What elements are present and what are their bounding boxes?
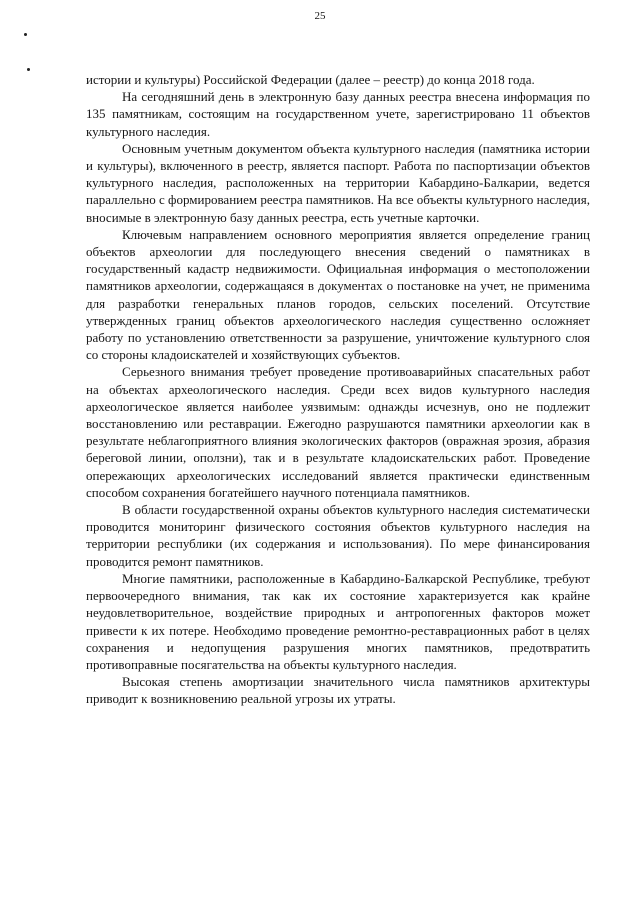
margin-mark bbox=[24, 33, 27, 36]
paragraph: Высокая степень амортизации значительного числа памятников архитектуры приводит к возникновению реальной угрозы их утраты. bbox=[86, 674, 590, 707]
paragraph: На сегодняшний день в электронную базу данных реестра внесена информация по 135 памятникам, состоящим на государственном учете, зарегистрировано 11 объектов культурного наследия. bbox=[86, 89, 590, 139]
paragraph: Основным учетным документом объекта культурного наследия (памятника истории и культуры), включенного в реестр, является паспорт. Работа по паспортизации объектов культурного наследия, расположенных на территории Кабардино-Балкарии, ведется параллельно с формированием реестра памятников. На все объекты культурного наследия, вносимые в электронную базу данных реестра, есть учетные карточки. bbox=[86, 140, 590, 225]
paragraph: Ключевым направлением основного мероприятия является определение границ объектов археологии для последующего внесения сведений о памятниках в государственный кадастр недвижимости. Официальная информация о местоположении памятников археологии, содержащаяся в документах о постановке на учет, не применима для разработки генеральных планов городов, сельских поселений. Отсутствие утвержденных границ объектов археологического наследия существенно осложняет работу по установлению ответственности за разрушение, уничтожение культурного слоя со стороны кладоискателей и хозяйствующих субъектов. bbox=[86, 226, 590, 363]
paragraph: Многие памятники, расположенные в Кабардино-Балкарской Республике, требуют первоочередного внимания, так как их состояние характеризуется как крайне неудовлетворительное, воздействие природных и антропогенных факторов может привести к их потере. Необходимо проведение ремонтно-реставрационных работ в целях сохранения и недопущения разрушения многих памятников, предотвратить противоправные посягательства на объекты культурного наследия. bbox=[86, 570, 590, 672]
paragraph: истории и культуры) Российской Федерации (далее – реестр) до конца 2018 года. bbox=[86, 72, 535, 87]
margin-mark bbox=[27, 68, 30, 71]
paragraph: Серьезного внимания требует проведение противоаварийных спасательных работ на объектах археологического наследия. Среди всех видов культурного наследия археологическое является наиболее уязвимым: однажды исчезнув, оно не подлежит восстановлению или реставрации. Ежегодно разрушаются памятники археологии как в результате неблагоприятного влияния экологических факторов (овражная эрозия, абразия береговой линии, оползни), так и в результате кладоискательских работ. Проведение опережающих археологических исследований является практически единственным способом сохранения богатейшего научного потенциала памятников. bbox=[86, 364, 590, 500]
document-body bbox=[86, 71, 590, 708]
paragraph: В области государственной охраны объектов культурного наследия систематически проводится мониторинг физического состояния объектов культурного наследия на территории республики (их содержания и использования). По мере финансирования проводится ремонт памятников. bbox=[86, 502, 590, 569]
page-number: 25 bbox=[314, 10, 326, 22]
